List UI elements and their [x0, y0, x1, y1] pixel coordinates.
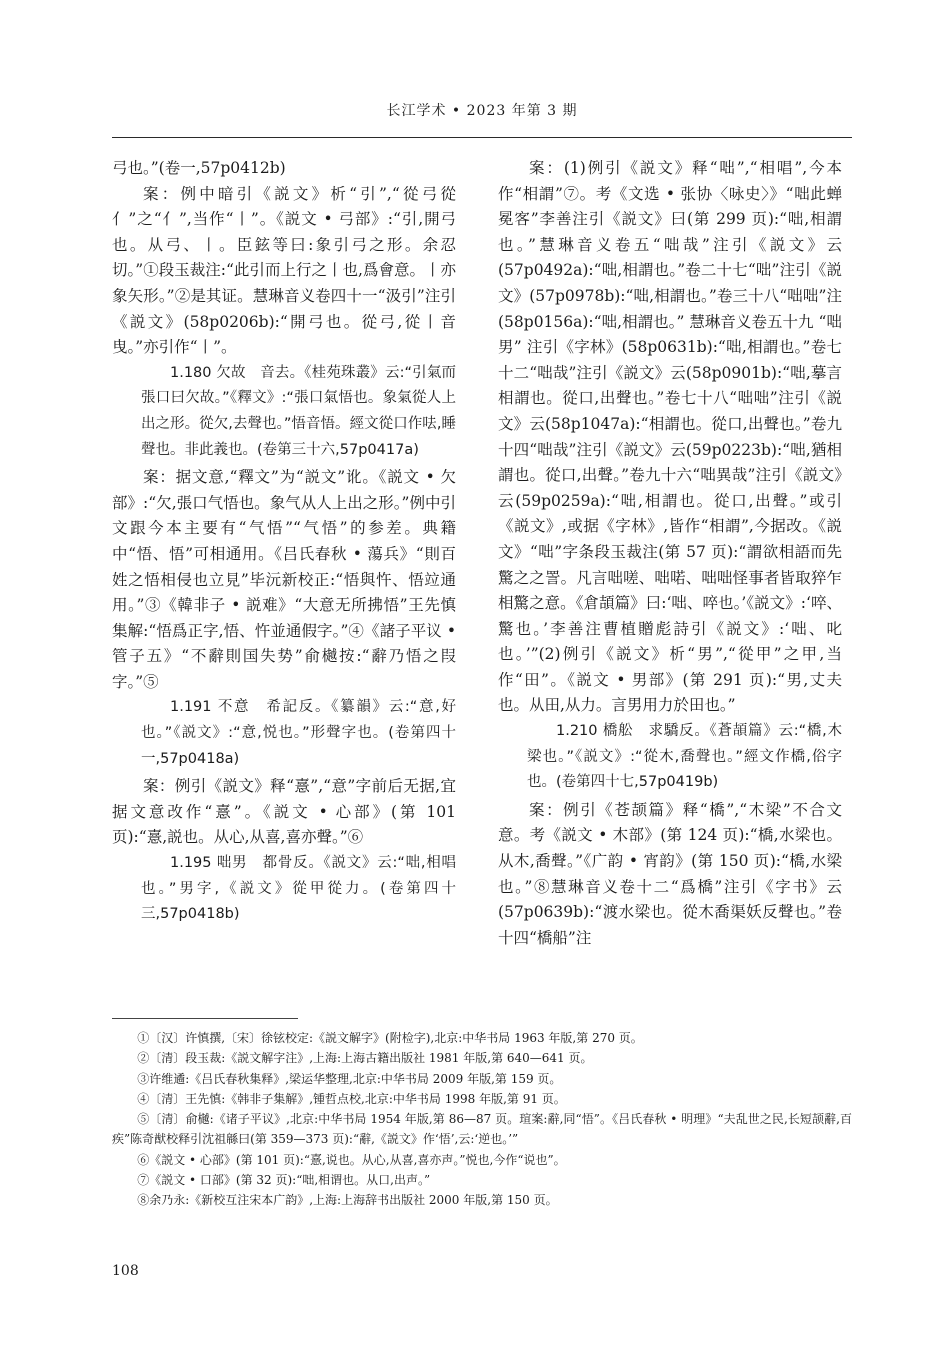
- right-column: [498, 156, 842, 951]
- footnote: ⑦《説文 • 口部》(第 32 页):“咄,相谓也。从口,出声。”: [137, 1173, 431, 1188]
- footnote: ④〔清〕王先慎:《韩非子集解》,锺哲点校,北京:中华书局 1998 年版,第 91 页。: [137, 1091, 566, 1106]
- header-rule: [112, 137, 852, 138]
- dictionary-entry: 1.195 咄男 都骨反。《説文》云:“咄,相唱也。”男字,《説文》從甲從力。(卷第四十三,57p0418b): [141, 855, 456, 923]
- paragraph: 案：例引《説文》释“憙”,“意”字前后无据,宜据文意改作“憙”。《説文 • 心部》(第 101 页):“憙,説也。从心,从喜,喜亦聲。”⑥: [112, 777, 456, 847]
- paragraph: 案：据文意,“釋文”为“説文”讹。《説文 • 欠部》:“欠,張口气悟也。象气从人上出之形。”例中引文跟今本主要有“气悟”“气悟”的参差。典籍中“悟、悟”可相通用。《吕氏春秋 • 蕩兵》“則百姓之悟相侵也立見”毕沅新校正:“悟與忤、悟竝通用。”③《韓非子 • 説难》“大意无所拂悟”王先慎集解:“悟爲正字,悟、忤並通假字。”④《諸子平议 • 管子五》“不辭則国失势”俞樾按:“辭乃悟之叚字。”⑤: [112, 468, 456, 691]
- dictionary-entry: 1.191 不意 希記反。《纂韻》云:“意,好也。”《説文》:“意,悦也。”形聲字也。(卷第四十一,57p0418a): [141, 699, 456, 767]
- paragraph: 案：例引《苍颉篇》释“橋”,“木梁”不合文意。考《説文 • 木部》(第 124 页):“橋,水梁也。从木,喬聲。”《广韵 • 宵韵》(第 150 页):“橋,水梁也。”⑧慧琳音义卷十二“爲橋”注引《字书》云(57p0639b):“渡水梁也。從木喬渠妖反聲也。”卷十四“橋船”注: [498, 800, 842, 947]
- dictionary-entry: 1.180 欠故 音去。《桂苑珠叢》云:“引氣而張口曰欠故。”《釋文》:“張口氣悟也。象氣從人上出之形。從欠,去聲也。”悟音悟。經文從口作呿,睡聲也。非此義也。(卷第三十六,57p0417a): [141, 364, 456, 458]
- page-number: 108: [112, 1263, 139, 1279]
- footnote-rule: [112, 1018, 298, 1019]
- footnote: ②〔清〕段玉裁:《説文解字注》,上海:上海古籍出版社 1981 年版,第 640—641 页。: [137, 1051, 593, 1066]
- footnote: ⑥《説文 • 心部》(第 101 页):“憙,说也。从心,从喜,喜亦声。”悦也,今作“说也”。: [137, 1152, 566, 1167]
- footnote: ③许维遹:《吕氏春秋集释》,梁运华整理,北京:中华书局 2009 年版,第 159 页。: [137, 1071, 562, 1086]
- running-header: 长江学术 • 2023 年第 3 期: [386, 103, 578, 119]
- footnote: ⑤〔清〕俞樾:《诸子平议》,北京:中华书局 1954 年版,第 86—87 页。瑄案:辭,同“悟”。《吕氏春秋 • 明理》“夫乱世之民,长短颉辭,百疾”陈奇猷校释引沈祖緜曰(第 359—373 页):“辭,《説文》作‘悟’,云:‘逆也。’”: [112, 1112, 852, 1147]
- footnote: ①〔汉〕许慎撰,〔宋〕徐铉校定:《説文解字》(附检字),北京:中华书局 1963 年版,第 270 页。: [137, 1031, 643, 1045]
- paragraph: 案：(1)例引《説文》释“咄”,“相唱”,今本作“相謂”⑦。考《文选 • 张协〈咏史〉》“咄此蝉冕客”李善注引《説文》曰(第 299 页):“咄,相謂也。”慧琳音义卷五“咄哉”注引《説文》云(57p0492a):“咄,相謂也。”卷二十七“咄”注引《説文》(57p0978b):“咄,相謂也。”卷三十八“咄咄”注(58p0156a):“咄,相謂也。” 慧琳音义卷五十九 “咄男” 注引《字林》(58p0631b):“咄,相謂也。”卷七十二“咄哉”注引《説文》云(58p0901b):“咄,摹言相謂也。從口,出聲也。”卷七十八“咄咄”注引《説文》云(58p1047a):“相謂也。從口,出聲也。”卷九十四“咄哉”注引《説文》云(59p0223b):“咄,猶相謂也。從口,出聲。”卷九十六“咄異哉”注引《説文》云(59p0259a):“咄,相謂也。從口,出聲。”或引《説文》,或据《字林》,皆作“相謂”,今据改。《説文》“咄”字条段玉裁注(第 57 页):“謂欲相語而先驚之之詈。凡言咄嗟、咄喏、咄咄怪事者皆取猝乍相驚之意。《倉頡篇》曰:‘咄、啐也。’《説文》:‘啐、驚也。’李善注曹植贈彪詩引《説文》:‘咄、叱也。’”(2)例引《説文》析“男”,“從甲”之甲,当作“田”。《説文 • 男部》(第 291 页):“男,丈夫也。从田,从力。言男用力於田也。”: [498, 159, 842, 715]
- paragraph: 案：例中暗引《説文》析“引”,“從弓從亻”之“亻”,当作“丨”。《説文 • 弓部》:“引,開弓也。从弓、丨。臣鉉等曰:象引弓之形。余忍切。”①段玉裁注:“此引而上行之丨也,爲會意。丨亦象矢形。”②是其证。慧琳音义卷四十一“汲引”注引《説文》(58p0206b):“開弓也。從弓,從丨音曳。”亦引作“丨”。: [112, 184, 456, 357]
- dictionary-entry: 1.210 橋舩 求驕反。《蒼頡篇》云:“橋,木梁也。”《説文》:“從木,喬聲也。”經文作橋,俗字也。(卷第四十七,57p0419b): [527, 723, 842, 791]
- paragraph: 弓也。”(卷一,57p0412b): [112, 159, 286, 177]
- footnotes: [112, 1028, 852, 1211]
- left-column: [112, 156, 456, 928]
- footnote: ⑧余乃永:《新校互注宋本广韵》,上海:上海辞书出版社 2000 年版,第 150 页。: [137, 1193, 558, 1208]
